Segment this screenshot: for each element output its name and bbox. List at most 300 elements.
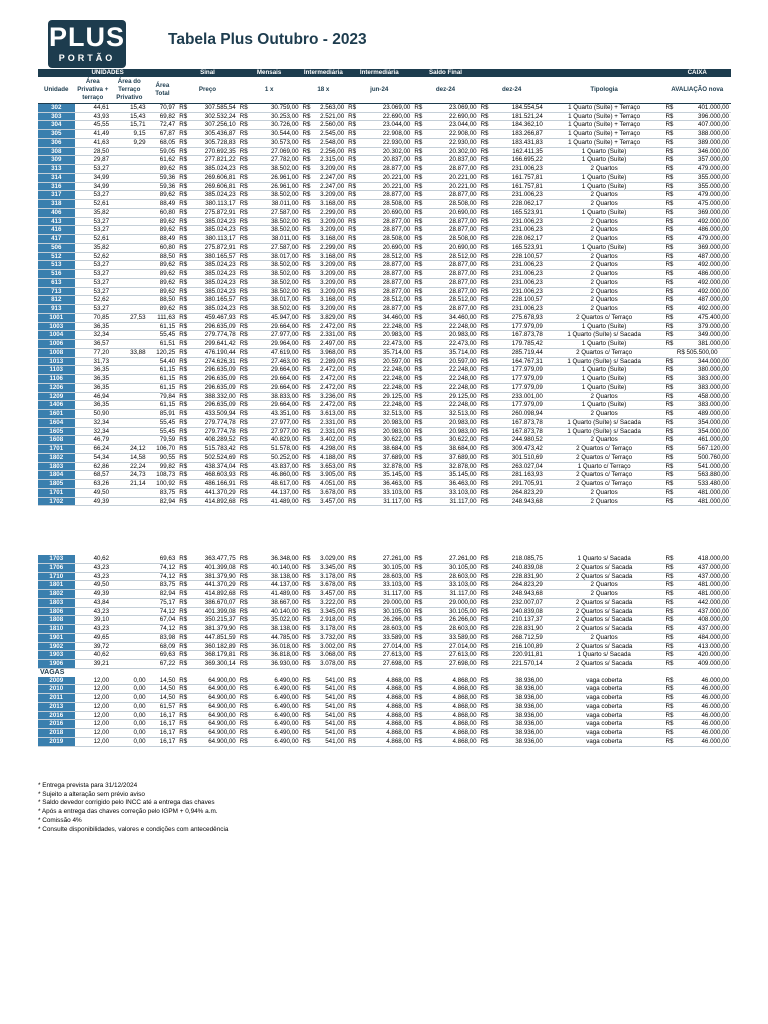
cell-area-privativa: 36,35 <box>75 401 112 410</box>
group-caixa: CAIXA <box>663 69 731 77</box>
currency-symbol: R$ <box>664 660 677 669</box>
cell-unidade: 1701 <box>38 488 75 497</box>
cell-jun24: 23.044,00 <box>359 121 413 130</box>
currency-symbol: R$ <box>412 208 425 217</box>
cell-preco: 385.024,23 <box>190 191 238 200</box>
cell-avaliacao: 479.000,00 <box>676 165 731 174</box>
table-row <box>38 702 731 711</box>
cell-area-privativa: 53,27 <box>75 217 112 226</box>
cell-dez24-a: 33.589,00 <box>425 633 479 642</box>
currency-symbol: R$ <box>412 436 425 445</box>
cell-area-privativa: 49,50 <box>75 581 112 590</box>
cell-dez24-b: 220.911,81 <box>491 651 545 660</box>
cell-area-terraco <box>111 340 148 349</box>
cell-jun24: 27.261,00 <box>359 555 413 563</box>
currency-symbol: R$ <box>346 270 359 279</box>
cell-preco: 275.872,91 <box>190 208 238 217</box>
cell-dez24-a: 28.877,00 <box>425 165 479 174</box>
currency-symbol: R$ <box>238 427 251 436</box>
cell-avaliacao: 437.000,00 <box>676 625 731 634</box>
cell-dez24-b: 260.098,94 <box>491 410 545 419</box>
cell-area-privativa: 28,50 <box>75 147 112 156</box>
currency-symbol: R$ <box>346 677 359 685</box>
cell-mensais: 2.256,00 <box>313 147 346 156</box>
table-row <box>38 200 731 209</box>
cell-sinal: 29.964,00 <box>250 340 300 349</box>
cell-mensais: 3.678,00 <box>313 488 346 497</box>
currency-symbol: R$ <box>238 720 251 729</box>
currency-symbol: R$ <box>664 694 677 703</box>
cell-dez24-b: 231.006,23 <box>491 287 545 296</box>
currency-symbol: R$ <box>346 720 359 729</box>
cell-preco: 368.179,81 <box>190 651 238 660</box>
currency-symbol: R$ <box>346 112 359 121</box>
currency-symbol: R$ <box>177 392 190 401</box>
cell-unidade: 1608 <box>38 436 75 445</box>
cell-avaliacao: 355.000,00 <box>676 182 731 191</box>
cell-jun24: 22.248,00 <box>359 366 413 375</box>
currency-symbol: R$ <box>301 572 314 581</box>
cell-jun24: 29.000,00 <box>359 598 413 607</box>
currency-symbol: R$ <box>177 366 190 375</box>
cell-sinal: 38.138,00 <box>250 572 300 581</box>
currency-symbol: R$ <box>177 590 190 599</box>
cell-area-privativa: 53,27 <box>75 165 112 174</box>
col-avaliacao: AVALIAÇÃO nova <box>663 77 731 104</box>
currency-symbol: R$ <box>238 270 251 279</box>
cell-area-terraco <box>111 651 148 660</box>
cell-dez24-b: 165.523,91 <box>491 208 545 217</box>
cell-preco: 388.332,00 <box>190 392 238 401</box>
cell-jun24: 28.877,00 <box>359 278 413 287</box>
table-row <box>38 642 731 651</box>
cell-unidade: 513 <box>38 261 75 270</box>
cell-tipologia: vaga coberta <box>545 702 664 711</box>
cell-unidade: 1605 <box>38 427 75 436</box>
cell-dez24-b: 184.554,54 <box>491 103 545 112</box>
cell-area-terraco <box>111 581 148 590</box>
table-row <box>38 226 731 235</box>
cell-sinal: 6.490,00 <box>250 729 300 738</box>
cell-preco: 64.900,00 <box>190 737 238 746</box>
table-row <box>38 737 731 746</box>
currency-symbol: R$ <box>301 729 314 738</box>
currency-symbol: R$ <box>238 112 251 121</box>
cell-area-privativa: 36,35 <box>75 383 112 392</box>
cell-preco: 385.024,23 <box>190 217 238 226</box>
currency-symbol: R$ <box>412 331 425 340</box>
cell-area-terraco <box>111 226 148 235</box>
currency-symbol: R$ <box>479 633 492 642</box>
cell-area-terraco <box>111 383 148 392</box>
cell-preco: 64.900,00 <box>190 729 238 738</box>
currency-symbol: R$ <box>238 555 251 563</box>
cell-area-terraco: 33,88 <box>111 348 148 357</box>
cell-dez24-a: 28.603,00 <box>425 572 479 581</box>
currency-symbol: R$ <box>412 375 425 384</box>
cell-area-privativa: 44,61 <box>75 103 112 112</box>
cell-mensais: 541,00 <box>313 711 346 720</box>
cell-tipologia: 2 Quartos c/ Terraço <box>545 445 664 454</box>
currency-symbol: R$ <box>301 677 314 685</box>
currency-symbol: R$ <box>412 348 425 357</box>
cell-dez24-b: 166.695,22 <box>491 156 545 165</box>
cell-sinal: 38.667,00 <box>250 598 300 607</box>
currency-symbol: R$ <box>238 633 251 642</box>
currency-symbol: R$ <box>479 121 492 130</box>
currency-symbol: R$ <box>412 130 425 139</box>
cell-sinal: 38.138,00 <box>250 625 300 634</box>
cell-area-privativa: 36,35 <box>75 322 112 331</box>
cell-avaliacao: 437.000,00 <box>676 572 731 581</box>
cell-area-privativa: 52,62 <box>75 252 112 261</box>
cell-mensais: 3.222,00 <box>313 598 346 607</box>
cell-dez24-b: 264.823,29 <box>491 488 545 497</box>
currency-symbol: R$ <box>177 252 190 261</box>
currency-symbol: R$ <box>301 103 314 112</box>
currency-symbol: R$ <box>412 401 425 410</box>
currency-symbol: R$ <box>238 375 251 384</box>
currency-symbol: R$ <box>479 488 492 497</box>
cell-avaliacao: 541.000,00 <box>676 462 731 471</box>
cell-area-privativa: 12,00 <box>75 720 112 729</box>
cell-area-privativa: 12,00 <box>75 729 112 738</box>
cell-area-privativa: 53,27 <box>75 261 112 270</box>
table-row <box>38 305 731 314</box>
currency-symbol: R$ <box>238 418 251 427</box>
cell-area-total: 89,62 <box>148 270 178 279</box>
cell-dez24-a: 31.117,00 <box>425 590 479 599</box>
cell-area-terraco <box>111 165 148 174</box>
currency-symbol: R$ <box>177 313 190 322</box>
cell-dez24-b: 218.085,75 <box>491 555 545 563</box>
currency-symbol: R$ <box>238 401 251 410</box>
cell-area-privativa: 43,23 <box>75 625 112 634</box>
cell-area-privativa: 53,27 <box>75 278 112 287</box>
currency-symbol: R$ <box>238 651 251 660</box>
cell-area-privativa: 39,21 <box>75 660 112 669</box>
cell-mensais: 2.299,00 <box>313 243 346 252</box>
currency-symbol: R$ <box>238 410 251 419</box>
header-group-row <box>38 69 731 77</box>
currency-symbol: R$ <box>346 156 359 165</box>
currency-symbol: R$ <box>663 471 676 480</box>
currency-symbol: R$ <box>177 278 190 287</box>
cell-tipologia: 1 Quarto (Suíte) s/ Sacada <box>545 331 664 340</box>
cell-area-terraco: 21,14 <box>111 480 148 489</box>
cell-dez24-b: 232.007,07 <box>491 598 545 607</box>
table-row <box>38 147 731 156</box>
currency-symbol: R$ <box>346 226 359 235</box>
cell-mensais: 3.209,00 <box>313 165 346 174</box>
currency-symbol: R$ <box>663 165 676 174</box>
cell-area-total: 61,15 <box>148 375 178 384</box>
cell-area-terraco <box>111 217 148 226</box>
currency-symbol: R$ <box>301 235 314 244</box>
currency-symbol: R$ <box>479 165 492 174</box>
currency-symbol: R$ <box>238 590 251 599</box>
cell-dez24-b: 38.936,00 <box>491 720 545 729</box>
cell-unidade: 306 <box>38 138 75 147</box>
cell-tipologia: 2 Quartos <box>545 217 664 226</box>
currency-symbol: R$ <box>479 453 492 462</box>
cell-dez24-b: 228.062,17 <box>491 200 545 209</box>
currency-symbol: R$ <box>663 418 676 427</box>
cell-preco: 279.774,78 <box>190 331 238 340</box>
currency-symbol: R$ <box>301 121 314 130</box>
table-row <box>38 720 731 729</box>
currency-symbol: R$ <box>177 331 190 340</box>
cell-area-privativa: 12,00 <box>75 737 112 746</box>
currency-symbol: R$ <box>346 261 359 270</box>
cell-preco: 296.635,09 <box>190 322 238 331</box>
cell-area-terraco: 0,00 <box>111 677 148 685</box>
cell-jun24: 20.983,00 <box>359 427 413 436</box>
currency-symbol: R$ <box>412 427 425 436</box>
cell-avaliacao: 492.000,00 <box>676 278 731 287</box>
cell-area-terraco <box>111 296 148 305</box>
currency-symbol: R$ <box>301 243 314 252</box>
cell-avaliacao: 500.760,00 <box>676 453 731 462</box>
page-title: Tabela Plus Outubro - 2023 <box>168 31 367 48</box>
cell-avaliacao: 46.000,00 <box>676 720 731 729</box>
cell-jun24: 34.460,00 <box>359 313 413 322</box>
currency-symbol: R$ <box>177 453 190 462</box>
currency-symbol: R$ <box>177 462 190 471</box>
cell-jun24: 20.983,00 <box>359 331 413 340</box>
cell-tipologia: 2 Quartos <box>545 296 664 305</box>
cell-avaliacao: 486.000,00 <box>676 270 731 279</box>
currency-symbol: R$ <box>479 357 492 366</box>
currency-symbol: R$ <box>479 642 492 651</box>
cell-dez24-b: 210.137,37 <box>491 616 545 625</box>
cell-mensais: 2.521,00 <box>313 112 346 121</box>
currency-symbol: R$ <box>664 720 677 729</box>
currency-symbol: R$ <box>238 685 251 694</box>
cell-jun24: 28.877,00 <box>359 226 413 235</box>
currency-symbol: R$ <box>238 383 251 392</box>
currency-symbol: R$ <box>412 607 425 616</box>
currency-symbol: R$ <box>479 130 492 139</box>
currency-symbol: R$ <box>479 497 492 506</box>
cell-area-terraco <box>111 182 148 191</box>
currency-symbol: R$ <box>479 278 492 287</box>
cell-tipologia: 2 Quartos <box>545 287 664 296</box>
cell-dez24-a: 28.508,00 <box>425 235 479 244</box>
cell-avaliacao: 407.000,00 <box>676 121 731 130</box>
currency-symbol: R$ <box>412 191 425 200</box>
cell-avaliacao: 344.000,00 <box>676 357 731 366</box>
cell-unidade: 316 <box>38 182 75 191</box>
cell-area-total: 61,62 <box>148 156 178 165</box>
cell-area-total: 67,87 <box>148 130 178 139</box>
currency-symbol: R$ <box>177 711 190 720</box>
cell-area-total: 54,40 <box>148 357 178 366</box>
currency-symbol: R$ <box>346 651 359 660</box>
cell-unidade: 613 <box>38 278 75 287</box>
currency-symbol: R$ <box>664 625 677 634</box>
cell-dez24-a: 22.248,00 <box>425 322 479 331</box>
cell-area-total: 85,91 <box>148 410 178 419</box>
currency-symbol: R$ <box>663 182 676 191</box>
cell-unidade: 1206 <box>38 383 75 392</box>
cell-area-total: 14,50 <box>148 694 178 703</box>
currency-symbol: R$ <box>301 331 314 340</box>
cell-mensais: 3.345,00 <box>313 563 346 572</box>
currency-symbol: R$ <box>479 737 492 746</box>
cell-mensais: 541,00 <box>313 729 346 738</box>
currency-symbol: R$ <box>663 445 676 454</box>
cell-preco: 385.024,23 <box>190 278 238 287</box>
cell-area-total: 74,12 <box>148 625 178 634</box>
cell-dez24-b: 183.266,87 <box>491 130 545 139</box>
cell-area-total: 68,09 <box>148 642 178 651</box>
cell-dez24-b: 167.873,78 <box>491 331 545 340</box>
currency-symbol: R$ <box>238 729 251 738</box>
cell-mensais: 2.472,00 <box>313 401 346 410</box>
cell-dez24-a: 28.877,00 <box>425 261 479 270</box>
cell-sinal: 29.664,00 <box>250 366 300 375</box>
cell-dez24-a: 23.044,00 <box>425 121 479 130</box>
cell-tipologia: 2 Quartos s/ Sacada <box>545 642 664 651</box>
cell-avaliacao: 46.000,00 <box>676 702 731 711</box>
table-row <box>38 471 731 480</box>
currency-symbol: R$ <box>177 208 190 217</box>
cell-tipologia: 2 Quartos <box>545 633 664 642</box>
cell-preco: 385.024,23 <box>190 287 238 296</box>
cell-unidade: 1810 <box>38 625 75 634</box>
cell-area-privativa: 41,63 <box>75 138 112 147</box>
currency-symbol: R$ <box>301 607 314 616</box>
cell-unidade: 1801 <box>38 581 75 590</box>
cell-area-privativa: 43,23 <box>75 572 112 581</box>
currency-symbol: R$ <box>663 453 676 462</box>
cell-unidade: 1008 <box>38 348 75 357</box>
cell-tipologia: 2 Quartos <box>545 497 664 506</box>
table-row <box>38 427 731 436</box>
currency-symbol: R$ <box>238 138 251 147</box>
cell-dez24-a: 22.473,00 <box>425 340 479 349</box>
cell-area-privativa: 32,34 <box>75 331 112 340</box>
cell-unidade: 2016 <box>38 711 75 720</box>
table-row <box>38 453 731 462</box>
currency-symbol: R$ <box>238 471 251 480</box>
table-row <box>38 581 731 590</box>
cell-jun24: 22.690,00 <box>359 112 413 121</box>
cell-area-total: 108,73 <box>148 471 178 480</box>
cell-area-terraco <box>111 322 148 331</box>
cell-jun24: 27.014,00 <box>359 642 413 651</box>
currency-symbol: R$ <box>664 633 677 642</box>
cell-unidade: 1604 <box>38 418 75 427</box>
cell-unidade: 1702 <box>38 497 75 506</box>
cell-area-terraco <box>111 156 148 165</box>
table-row <box>38 121 731 130</box>
currency-symbol: R$ <box>346 296 359 305</box>
currency-symbol: R$ <box>412 270 425 279</box>
cell-unidade: 1902 <box>38 642 75 651</box>
currency-symbol: R$ <box>238 694 251 703</box>
cell-dez24-b: 221.570,14 <box>491 660 545 669</box>
cell-avaliacao: 383.000,00 <box>676 401 731 410</box>
currency-symbol: R$ <box>412 642 425 651</box>
currency-symbol: R$ <box>412 616 425 625</box>
cell-area-total: 55,45 <box>148 331 178 340</box>
cell-tipologia: vaga coberta <box>545 694 664 703</box>
cell-dez24-b: 38.936,00 <box>491 711 545 720</box>
currency-symbol: R$ <box>238 488 251 497</box>
cell-tipologia: 1 Quarto (Suíte) <box>545 156 664 165</box>
cell-sinal: 38.502,00 <box>250 191 300 200</box>
cell-avaliacao: 46.000,00 <box>676 729 731 738</box>
currency-symbol: R$ <box>663 112 676 121</box>
cell-mensais: 2.472,00 <box>313 322 346 331</box>
cell-area-privativa: 43,23 <box>75 607 112 616</box>
cell-sinal: 38.502,00 <box>250 261 300 270</box>
cell-area-terraco <box>111 357 148 366</box>
cell-tipologia: vaga coberta <box>545 677 664 685</box>
cell-sinal: 44.137,00 <box>250 488 300 497</box>
currency-symbol: R$ <box>301 278 314 287</box>
cell-tipologia: 2 Quartos <box>545 410 664 419</box>
cell-dez24-b: 179.785,42 <box>491 340 545 349</box>
currency-symbol: R$ <box>479 331 492 340</box>
cell-unidade: 1906 <box>38 660 75 669</box>
cell-area-terraco <box>111 261 148 270</box>
currency-symbol: R$ <box>663 156 676 165</box>
currency-symbol: R$ <box>177 737 190 746</box>
cell-area-total: 61,51 <box>148 340 178 349</box>
cell-dez24-b: 183.431,83 <box>491 138 545 147</box>
cell-preco: 350.215,37 <box>190 616 238 625</box>
cell-dez24-b: 177.979,09 <box>491 322 545 331</box>
currency-symbol: R$ <box>238 103 251 112</box>
currency-symbol: R$ <box>479 156 492 165</box>
cell-dez24-b: 275.678,93 <box>491 313 545 322</box>
cell-unidade: 1803 <box>38 462 75 471</box>
currency-symbol: R$ <box>238 677 251 685</box>
cell-mensais: 2.472,00 <box>313 383 346 392</box>
cell-avaliacao: 533.480,00 <box>676 480 731 489</box>
cell-mensais: 3.209,00 <box>313 287 346 296</box>
currency-symbol: R$ <box>346 488 359 497</box>
cell-dez24-a: 22.908,00 <box>425 130 479 139</box>
cell-sinal: 38.502,00 <box>250 217 300 226</box>
currency-symbol: R$ <box>301 462 314 471</box>
currency-symbol: R$ <box>301 453 314 462</box>
currency-symbol: R$ <box>412 226 425 235</box>
cell-sinal: 38.502,00 <box>250 278 300 287</box>
cell-dez24-a: 20.690,00 <box>425 243 479 252</box>
currency-symbol: R$ <box>479 590 492 599</box>
cell-tipologia: 2 Quartos c/ Terraço <box>545 313 664 322</box>
cell-preco: 270.692,35 <box>190 147 238 156</box>
cell-area-privativa: 12,00 <box>75 677 112 685</box>
cell-tipologia: 2 Quartos <box>545 488 664 497</box>
currency-symbol: R$ <box>301 633 314 642</box>
currency-symbol: R$ <box>301 427 314 436</box>
cell-jun24: 28.603,00 <box>359 625 413 634</box>
cell-area-total: 55,45 <box>148 418 178 427</box>
currency-symbol: R$ <box>177 191 190 200</box>
currency-symbol: R$ <box>238 243 251 252</box>
cell-tipologia: 1 Quarto (Suíte) <box>545 208 664 217</box>
currency-symbol: R$ <box>177 685 190 694</box>
cell-jun24: 28.877,00 <box>359 217 413 226</box>
cell-area-terraco: 0,00 <box>111 711 148 720</box>
cell-dez24-a: 34.460,00 <box>425 313 479 322</box>
cell-jun24: 4.868,00 <box>359 720 413 729</box>
